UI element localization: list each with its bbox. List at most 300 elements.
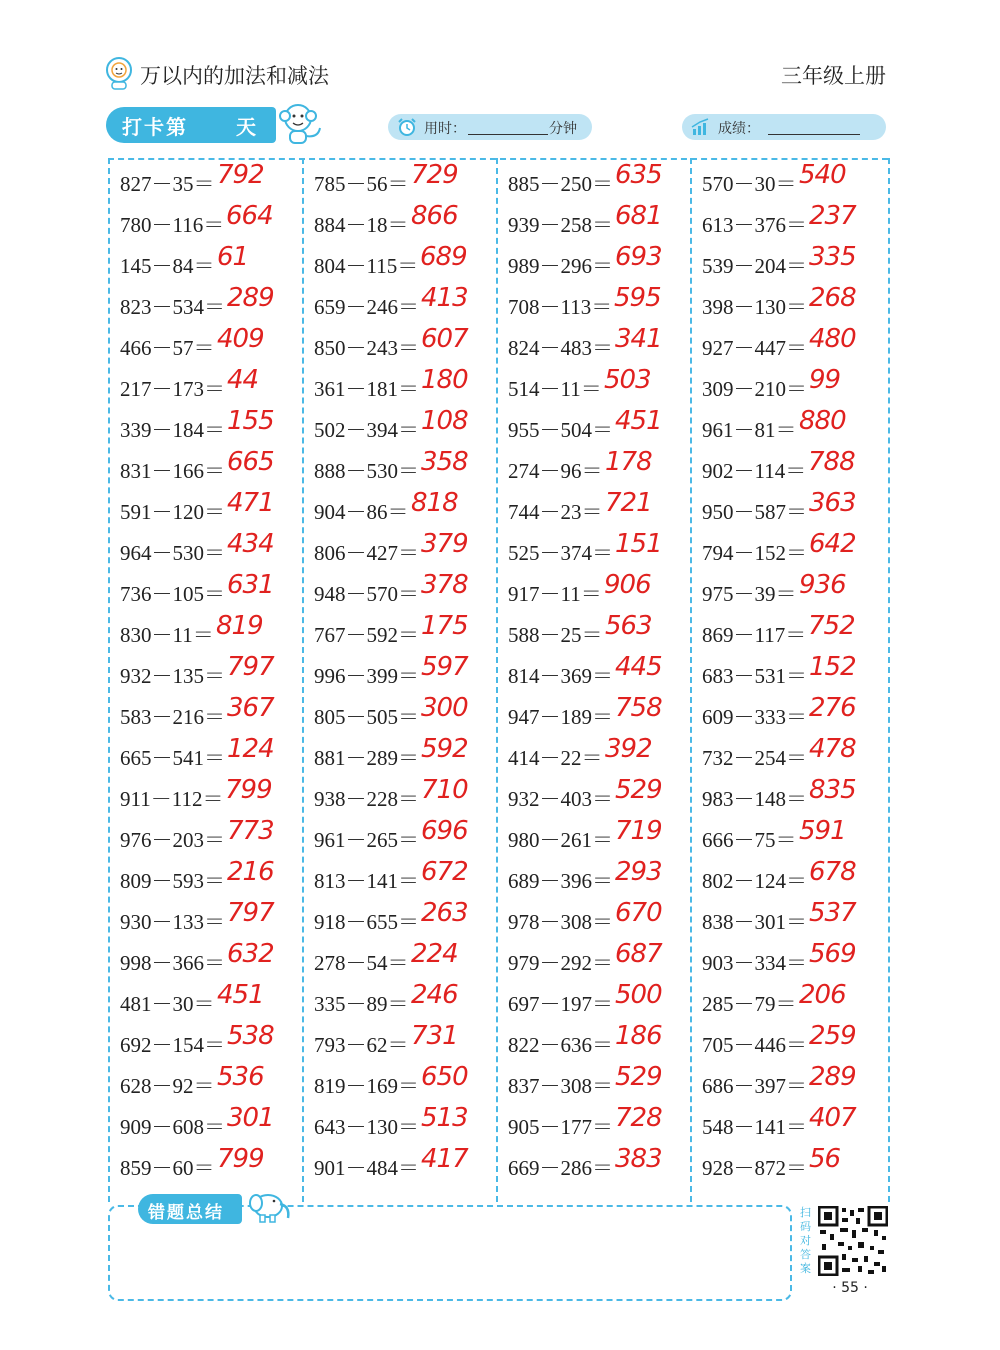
- exercise-row: [120, 1144, 306, 1185]
- time-pill: [388, 114, 592, 140]
- exercise-row: [314, 734, 500, 775]
- exercise-question: 964－530＝: [120, 541, 225, 565]
- exercise-question: 918－655＝: [314, 910, 419, 934]
- exercise-row: [508, 324, 694, 365]
- exercise-answer: 263: [421, 898, 468, 928]
- exercise-answer: 155: [227, 406, 274, 436]
- exercise-answer: 693: [615, 242, 662, 272]
- exercise-row: [314, 816, 500, 857]
- exercise-answer: 797: [227, 898, 274, 928]
- exercise-answer: 642: [809, 529, 856, 559]
- exercise-question: 884－18＝: [314, 213, 409, 237]
- exercise-row: [120, 406, 306, 447]
- exercise-row: [508, 611, 694, 652]
- exercise-answer: 758: [615, 693, 662, 723]
- exercise-question: 794－152＝: [702, 541, 807, 565]
- exercise-answer: 597: [421, 652, 468, 682]
- exercise-answer: 664: [226, 201, 273, 231]
- exercise-row: [314, 611, 500, 652]
- exercise-question: 804－115＝: [314, 254, 419, 278]
- exercise-question: 736－105＝: [120, 582, 225, 606]
- exercise-row: [120, 283, 306, 324]
- exercise-question: 827－35＝: [120, 172, 215, 196]
- exercise-answer: 650: [421, 1062, 468, 1092]
- exercise-answer: 407: [809, 1103, 856, 1133]
- exercise-answer: 289: [809, 1062, 856, 1092]
- exercise-row: [508, 816, 694, 857]
- exercise-question: 339－184＝: [120, 418, 225, 442]
- exercise-row: [314, 652, 500, 693]
- exercise-question: 145－84＝: [120, 254, 215, 278]
- exercise-question: 955－504＝: [508, 418, 613, 442]
- exercise-question: 998－366＝: [120, 951, 225, 975]
- exercise-question: 692－154＝: [120, 1033, 225, 1057]
- exercise-row: [120, 570, 306, 611]
- exercise-row: [508, 201, 694, 242]
- exercise-answer: 536: [217, 1062, 264, 1092]
- exercise-answer: 259: [809, 1021, 856, 1051]
- bar-chart-icon: [690, 117, 712, 137]
- exercise-answer: 773: [227, 816, 274, 846]
- exercise-answer: 880: [799, 406, 846, 436]
- exercise-answer: 818: [411, 488, 458, 518]
- exercise-question: 466－57＝: [120, 336, 215, 360]
- exercise-row: [508, 693, 694, 734]
- exercise-column-3: [496, 158, 692, 1202]
- exercise-row: [120, 1062, 306, 1103]
- exercise-row: [314, 775, 500, 816]
- exercise-question: 927－447＝: [702, 336, 807, 360]
- qr-code-icon[interactable]: [818, 1206, 888, 1276]
- exercise-question: 979－292＝: [508, 951, 613, 975]
- exercise-answer: 383: [615, 1144, 662, 1174]
- exercise-row: [508, 1103, 694, 1144]
- exercise-answer: 672: [421, 857, 468, 887]
- lion-mascot-icon: [104, 56, 134, 90]
- exercise-question: 814－369＝: [508, 664, 613, 688]
- exercise-question: 570－30＝: [702, 172, 797, 196]
- score-pill: [682, 114, 886, 140]
- exercise-question: 903－334＝: [702, 951, 807, 975]
- exercise-row: [702, 324, 888, 365]
- exercise-answer: 529: [615, 775, 662, 805]
- exercise-row: [314, 406, 500, 447]
- exercise-question: 705－446＝: [702, 1033, 807, 1057]
- exercise-row: [120, 365, 306, 406]
- exercise-question: 961－265＝: [314, 828, 419, 852]
- exercise-question: 278－54＝: [314, 951, 409, 975]
- exercise-answer: 300: [421, 693, 468, 723]
- exercise-answer: 335: [809, 242, 856, 272]
- exercise-answer: 445: [615, 652, 662, 682]
- exercise-row: [702, 488, 888, 529]
- exercise-answer: 819: [216, 611, 263, 641]
- monkey-mascot-icon: [276, 100, 326, 146]
- page-number: · 55 ·: [832, 1280, 868, 1296]
- exercise-answer: 632: [227, 939, 274, 969]
- checkin-label: 打卡第: [122, 115, 188, 139]
- exercise-question: 525－374＝: [508, 541, 613, 565]
- exercise-row: [120, 242, 306, 283]
- exercise-answer: 799: [225, 775, 272, 805]
- exercise-answer: 906: [604, 570, 651, 600]
- checkin-day-label: 天: [236, 115, 256, 139]
- exercise-question: 514－11＝: [508, 377, 602, 401]
- exercise-question: 628－92＝: [120, 1074, 215, 1098]
- exercise-question: 591－120＝: [120, 500, 225, 524]
- exercise-answer: 678: [809, 857, 856, 887]
- exercise-row: [702, 816, 888, 857]
- exercise-row: [508, 529, 694, 570]
- exercise-answer: 721: [605, 488, 652, 518]
- exercise-question: 502－394＝: [314, 418, 419, 442]
- exercise-answer: 216: [227, 857, 274, 887]
- exercise-answer: 358: [421, 447, 468, 477]
- exercise-row: [314, 242, 500, 283]
- exercise-row: [702, 1062, 888, 1103]
- exercise-question: 697－197＝: [508, 992, 613, 1016]
- exercise-row: [702, 611, 888, 652]
- exercise-row: [120, 939, 306, 980]
- exercise-answer: 409: [217, 324, 264, 354]
- exercise-answer: 681: [615, 201, 662, 231]
- exercise-question: 950－587＝: [702, 500, 807, 524]
- exercise-answer: 529: [615, 1062, 662, 1092]
- exercise-row: [702, 775, 888, 816]
- exercise-answer: 696: [421, 816, 468, 846]
- exercise-question: 732－254＝: [702, 746, 807, 770]
- time-input-line[interactable]: [468, 134, 548, 135]
- exercise-answer: 268: [809, 283, 856, 313]
- exercise-row: [120, 1021, 306, 1062]
- exercise-row: [508, 365, 694, 406]
- exercise-row: [508, 1021, 694, 1062]
- exercise-question: 881－289＝: [314, 746, 419, 770]
- exercise-question: 609－333＝: [702, 705, 807, 729]
- exercise-question: 309－210＝: [702, 377, 807, 401]
- exercise-row: [702, 406, 888, 447]
- exercise-answer: 392: [605, 734, 652, 764]
- exercise-row: [120, 652, 306, 693]
- exercise-answer: 367: [227, 693, 274, 723]
- exercise-answer: 301: [227, 1103, 274, 1133]
- mistake-summary-label: 错题总结: [148, 1203, 224, 1223]
- exercise-question: 285－79＝: [702, 992, 797, 1016]
- exercise-row: [508, 939, 694, 980]
- exercise-answer: 788: [808, 447, 855, 477]
- exercise-question: 837－308＝: [508, 1074, 613, 1098]
- exercise-answer: 595: [614, 283, 661, 313]
- exercise-answer: 729: [411, 160, 458, 190]
- exercise-row: [702, 898, 888, 939]
- exercise-answer: 44: [227, 365, 259, 395]
- exercise-answer: 186: [615, 1021, 662, 1051]
- exercise-row: [314, 1062, 500, 1103]
- mistake-summary-tab: [138, 1194, 242, 1224]
- exercise-question: 983－148＝: [702, 787, 807, 811]
- exercise-row: [508, 570, 694, 611]
- exercise-answer: 728: [615, 1103, 662, 1133]
- exercise-answer: 710: [421, 775, 468, 805]
- exercise-row: [314, 201, 500, 242]
- exercise-question: 785－56＝: [314, 172, 409, 196]
- exercise-row: [508, 775, 694, 816]
- exercise-question: 361－181＝: [314, 377, 419, 401]
- exercise-answer: 670: [615, 898, 662, 928]
- exercise-row: [314, 1103, 500, 1144]
- exercise-answer: 719: [615, 816, 662, 846]
- exercise-question: 859－60＝: [120, 1156, 215, 1180]
- exercise-row: [120, 775, 306, 816]
- exercise-question: 689－396＝: [508, 869, 613, 893]
- exercise-question: 824－483＝: [508, 336, 613, 360]
- exercise-answer: 175: [421, 611, 468, 641]
- exercise-question: 217－173＝: [120, 377, 225, 401]
- exercise-row: [702, 529, 888, 570]
- exercise-answer: 378: [421, 570, 468, 600]
- exercise-answer: 540: [799, 160, 846, 190]
- exercise-answer: 434: [227, 529, 274, 559]
- exercise-question: 643－130＝: [314, 1115, 419, 1139]
- exercise-row: [702, 365, 888, 406]
- exercise-answer: 478: [809, 734, 856, 764]
- exercise-answer: 665: [227, 447, 274, 477]
- exercise-row: [702, 242, 888, 283]
- exercise-column-4: [690, 158, 890, 1202]
- exercise-row: [314, 365, 500, 406]
- exercise-row: [508, 447, 694, 488]
- exercise-answer: 500: [615, 980, 662, 1010]
- exercise-question: 708－113＝: [508, 295, 613, 319]
- exercise-question: 831－166＝: [120, 459, 225, 483]
- exercise-question: 901－484＝: [314, 1156, 419, 1180]
- exercise-answer: 224: [411, 939, 458, 969]
- exercise-answer: 731: [411, 1021, 458, 1051]
- exercise-question: 885－250＝: [508, 172, 613, 196]
- exercise-row: [314, 693, 500, 734]
- exercise-row: [702, 160, 888, 201]
- exercise-question: 767－592＝: [314, 623, 419, 647]
- exercise-question: 659－246＝: [314, 295, 419, 319]
- exercise-question: 683－531＝: [702, 664, 807, 688]
- exercise-row: [120, 529, 306, 570]
- exercise-question: 481－30＝: [120, 992, 215, 1016]
- exercise-row: [314, 980, 500, 1021]
- exercise-row: [702, 1144, 888, 1185]
- exercise-question: 838－301＝: [702, 910, 807, 934]
- exercise-row: [508, 898, 694, 939]
- exercise-row: [508, 283, 694, 324]
- exercise-answer: 363: [809, 488, 856, 518]
- grade-label: 三年级上册: [781, 64, 886, 88]
- exercise-answer: 276: [809, 693, 856, 723]
- exercise-row: [508, 406, 694, 447]
- exercise-question: 975－39＝: [702, 582, 797, 606]
- exercise-answer: 151: [615, 529, 662, 559]
- exercise-row: [120, 734, 306, 775]
- exercise-row: [508, 160, 694, 201]
- exercise-question: 850－243＝: [314, 336, 419, 360]
- exercise-question: 822－636＝: [508, 1033, 613, 1057]
- exercise-question: 980－261＝: [508, 828, 613, 852]
- exercise-question: 793－62＝: [314, 1033, 409, 1057]
- exercise-question: 989－296＝: [508, 254, 613, 278]
- exercise-answer: 108: [421, 406, 468, 436]
- exercise-question: 928－872＝: [702, 1156, 807, 1180]
- exercise-column-1: [108, 158, 304, 1202]
- exercise-row: [120, 160, 306, 201]
- checkin-tab: [106, 107, 276, 143]
- exercise-row: [508, 488, 694, 529]
- exercise-row: [314, 488, 500, 529]
- exercise-answer: 451: [217, 980, 264, 1010]
- exercise-answer: 792: [217, 160, 264, 190]
- exercise-answer: 866: [411, 201, 458, 231]
- exercise-question: 813－141＝: [314, 869, 419, 893]
- exercise-question: 823－534＝: [120, 295, 225, 319]
- exercise-question: 398－130＝: [702, 295, 807, 319]
- exercise-row: [120, 693, 306, 734]
- exercise-question: 932－403＝: [508, 787, 613, 811]
- exercise-question: 414－22＝: [508, 746, 603, 770]
- exercise-question: 583－216＝: [120, 705, 225, 729]
- exercise-answer: 689: [420, 242, 467, 272]
- exercise-answer: 569: [809, 939, 856, 969]
- exercise-answer: 417: [421, 1144, 468, 1174]
- exercise-row: [314, 1144, 500, 1185]
- exercise-row: [314, 324, 500, 365]
- exercise-row: [314, 939, 500, 980]
- exercise-row: [702, 857, 888, 898]
- exercise-row: [120, 611, 306, 652]
- exercise-question: 744－23＝: [508, 500, 603, 524]
- exercise-answer: 237: [809, 201, 856, 231]
- exercise-question: 830－11＝: [120, 623, 214, 647]
- exercise-row: [314, 1021, 500, 1062]
- exercise-question: 802－124＝: [702, 869, 807, 893]
- exercise-question: 665－541＝: [120, 746, 225, 770]
- exercise-question: 996－399＝: [314, 664, 419, 688]
- exercise-row: [314, 570, 500, 611]
- exercise-question: 809－593＝: [120, 869, 225, 893]
- exercise-question: 917－11＝: [508, 582, 602, 606]
- exercise-question: 976－203＝: [120, 828, 225, 852]
- exercise-row: [314, 160, 500, 201]
- exercise-row: [702, 734, 888, 775]
- exercise-answer: 591: [799, 816, 846, 846]
- exercise-answer: 206: [799, 980, 846, 1010]
- exercise-question: 686－397＝: [702, 1074, 807, 1098]
- exercise-answer: 99: [809, 365, 841, 395]
- exercise-row: [314, 283, 500, 324]
- exercise-answer: 61: [217, 242, 249, 272]
- exercise-answer: 289: [227, 283, 274, 313]
- exercise-question: 947－189＝: [508, 705, 613, 729]
- exercise-row: [120, 898, 306, 939]
- exercise-row: [120, 447, 306, 488]
- exercise-answer: 480: [809, 324, 856, 354]
- exercise-row: [508, 1144, 694, 1185]
- time-unit: 分钟: [549, 121, 577, 137]
- exercise-question: 274－96＝: [508, 459, 603, 483]
- exercise-answer: 124: [227, 734, 274, 764]
- qr-label: 扫码对答案: [800, 1206, 811, 1275]
- page-header: [104, 50, 886, 100]
- exercise-row: [702, 980, 888, 1021]
- score-input-line[interactable]: [768, 134, 860, 135]
- page-title: 万以内的加法和减法: [140, 64, 329, 88]
- exercise-answer: 799: [217, 1144, 264, 1174]
- exercise-row: [508, 734, 694, 775]
- exercise-question: 548－141＝: [702, 1115, 807, 1139]
- exercise-row: [702, 693, 888, 734]
- exercise-row: [508, 1062, 694, 1103]
- exercise-answer: 293: [615, 857, 662, 887]
- exercise-answer: 835: [809, 775, 856, 805]
- exercise-row: [508, 980, 694, 1021]
- exercise-question: 938－228＝: [314, 787, 419, 811]
- exercise-answer: 752: [808, 611, 855, 641]
- score-label: 成绩：: [718, 121, 760, 137]
- exercise-answer: 513: [421, 1103, 468, 1133]
- exercise-question: 780－116＝: [120, 213, 225, 237]
- exercise-row: [120, 980, 306, 1021]
- exercise-question: 806－427＝: [314, 541, 419, 565]
- exercise-answer: 152: [809, 652, 856, 682]
- exercise-question: 939－258＝: [508, 213, 613, 237]
- exercise-answer: 797: [227, 652, 274, 682]
- exercise-row: [314, 857, 500, 898]
- exercise-row: [702, 652, 888, 693]
- exercise-question: 904－86＝: [314, 500, 409, 524]
- exercise-row: [314, 447, 500, 488]
- exercise-question: 932－135＝: [120, 664, 225, 688]
- exercise-row: [120, 816, 306, 857]
- exercise-row: [702, 283, 888, 324]
- exercise-row: [702, 570, 888, 611]
- exercise-row: [702, 1021, 888, 1062]
- exercise-answer: 451: [615, 406, 662, 436]
- exercise-row: [508, 652, 694, 693]
- exercise-row: [120, 324, 306, 365]
- exercise-question: 909－608＝: [120, 1115, 225, 1139]
- exercise-answer: 503: [604, 365, 651, 395]
- exercise-row: [508, 242, 694, 283]
- exercise-question: 948－570＝: [314, 582, 419, 606]
- exercise-answer: 563: [605, 611, 652, 641]
- exercise-question: 888－530＝: [314, 459, 419, 483]
- exercise-question: 805－505＝: [314, 705, 419, 729]
- exercise-question: 930－133＝: [120, 910, 225, 934]
- exercise-answer: 537: [809, 898, 856, 928]
- exercise-answer: 178: [605, 447, 652, 477]
- exercise-answer: 538: [227, 1021, 274, 1051]
- exercise-question: 335－89＝: [314, 992, 409, 1016]
- exercise-question: 669－286＝: [508, 1156, 613, 1180]
- exercise-row: [702, 1103, 888, 1144]
- exercise-answer: 180: [421, 365, 468, 395]
- time-label: 用时：: [424, 121, 466, 137]
- exercise-row: [314, 529, 500, 570]
- exercise-question: 869－117＝: [702, 623, 807, 647]
- exercise-row: [314, 898, 500, 939]
- exercise-question: 819－169＝: [314, 1074, 419, 1098]
- exercise-question: 613－376＝: [702, 213, 807, 237]
- exercise-answer: 341: [615, 324, 662, 354]
- exercise-answer: 379: [421, 529, 468, 559]
- exercise-row: [702, 447, 888, 488]
- exercise-question: 902－114＝: [702, 459, 807, 483]
